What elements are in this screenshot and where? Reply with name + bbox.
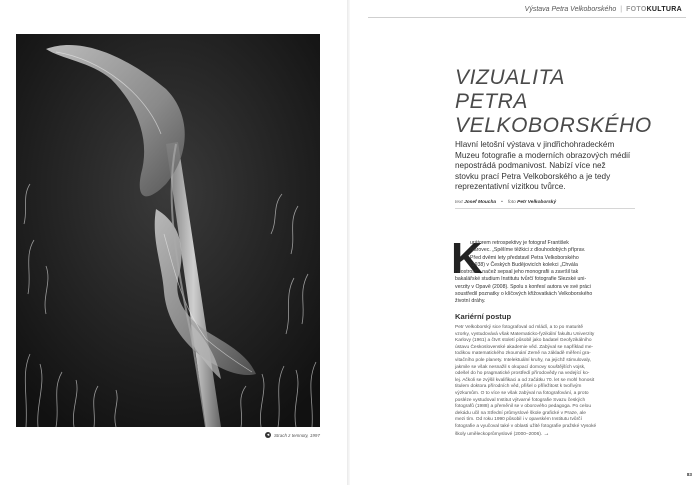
body-line: výzkumům. O to více se však zabýval na fotografování, a proto [455, 390, 589, 396]
running-header [525, 6, 682, 13]
end-arrow-icon: → [543, 430, 550, 437]
body-line: lej. Ačkoli se zvýšil kvalifikaci a od začátku 70. let se mohl honosit [455, 377, 595, 383]
intro-line: (1938) v Českých Budějovicích kolekci „Chvála [470, 261, 578, 268]
body-line: fotografie a vyučoval také v oblasti užité fotografie pražské Vysoké [455, 423, 597, 429]
body-line [455, 431, 635, 439]
body-line: vzorky, vystudovává však Matematicko-fyzikální fakultu Univerzity [455, 331, 595, 337]
byline-rule [455, 208, 635, 209]
drop-cap: K [451, 234, 483, 283]
intro-line: životní dráhy. [455, 298, 486, 305]
body-line: Karlovy (1961) a čtvrt století působil jako badatel Geofyzikálního [455, 338, 592, 344]
byline-text-label: text [455, 200, 463, 205]
photo-caption-text: Strach z temnoty, 1997 [274, 432, 320, 438]
title-line-2: PETRA VELKOBORSKÉHO [455, 90, 652, 137]
body-last-line: školy uměleckoprůmyslové (2000–2006). [455, 431, 543, 437]
intro-paragraph [455, 240, 635, 306]
body-line: vitačního pole planety. Intelektuální kruhy, na jejichž stimulovaly, [455, 357, 591, 363]
title-line-1: VIZUALITA [455, 66, 566, 89]
page-number: 83 [686, 472, 692, 477]
byline [455, 200, 556, 205]
header-rule [368, 17, 686, 18]
intro-line: urátorem retrospektivy je fotograf František [470, 240, 569, 246]
article-lead: Hlavní letošní výstava v jindřichohradeckém Muzeu fotografie a moderních obrazových médií nepostrádá podmanivost. Nabízí více než stovku prací Petra Velkoborského a je tedy reprezentativní vizitkou tvůrce. [455, 140, 631, 192]
body-line: posléze vystudoval Institut výtvarné fotografie Svazu českých [455, 397, 586, 403]
intro-line: soustředil poznatky o klíčových křižovatkách Velkoborského [455, 291, 593, 298]
body-line: mezi tím. Od roku 1990 působil i v opavském Institutu tvůrčí [455, 417, 582, 423]
intro-line: bakalářské studium Institutu tvůrčí fotografie Slezské uni- [455, 276, 587, 283]
body-line: jakmile se však nesnažil s okupací domovy souštějších vojsk, [455, 364, 586, 370]
section-label [626, 6, 682, 13]
article-photo [16, 34, 320, 427]
intro-line: neostrosti", načež sepsal jeho monografii a završil tak [455, 269, 579, 276]
body-line: dekádu učil na Střední průmyslové škole grafické v Praze, ale [455, 410, 586, 416]
byline-photo-label: foto [507, 200, 516, 205]
intro-line: verzity v Opavě (2008). Spolu s konfesí autora ve své práci [455, 283, 591, 290]
body-paragraph [455, 325, 635, 438]
body-line: todikou matematického zkoumání Země na základě měření gra- [455, 351, 591, 357]
body-line: fotografů (1988) a přeměnil se v oborového pedagoga. Po celou [455, 404, 592, 410]
section-kultura: KULTURA [646, 6, 682, 13]
body-line: titulem doktora přírodních věd, přišel o příležitost k tvořivým [455, 384, 582, 390]
section-foto: FOTO [626, 6, 647, 13]
byline-author: Josef Moucha [464, 200, 497, 205]
body-line: ústavu Československé akademie věd. Zabýval se například me- [455, 344, 594, 350]
intro-line: Před dvěmi lety představil Petra Velkoborského [470, 254, 579, 261]
body-line: odešel do ho pragmatické prostředí přírodovědy na vedející ko- [455, 371, 590, 377]
section-subhead: Kariérní postup [455, 312, 512, 321]
intro-line: Nárovec. „Spělíme těžkici z dlouhodobých příprav. [470, 247, 586, 254]
arrow-left-circle-icon: ◂ [266, 432, 270, 438]
byline-photographer: Petr Velkoborský [517, 200, 557, 205]
header-separator: | [620, 6, 623, 13]
article-title [455, 66, 685, 138]
plant-photograph [16, 34, 320, 427]
byline-dot: • [501, 200, 503, 205]
header-exhibition-title: Výstava Petra Velkoborského [524, 6, 617, 13]
body-line: Petr Velkoborský sice fotografoval od mládí, a to po maturitě [455, 325, 583, 330]
photo-caption [265, 432, 320, 438]
